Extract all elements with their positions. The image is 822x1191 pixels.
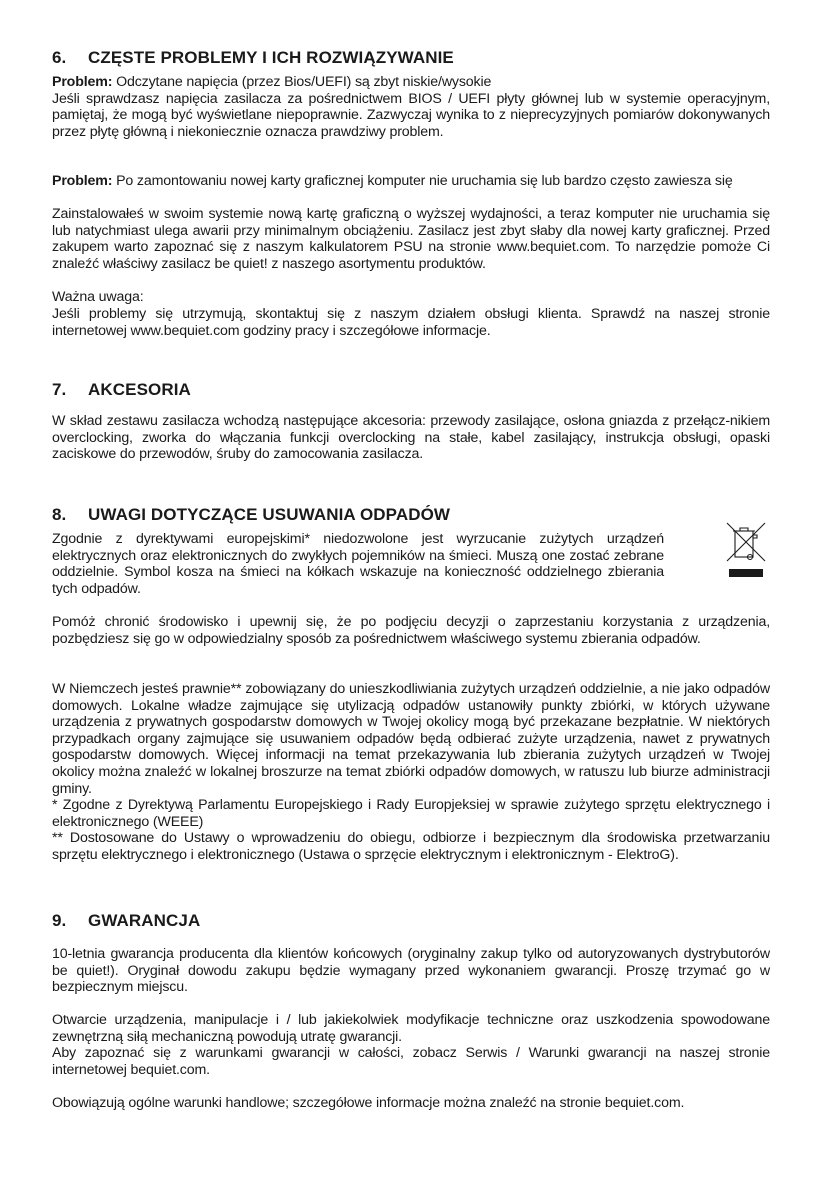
section-8-heading — [52, 505, 450, 525]
problem-1-body: Jeśli sprawdzasz napięcia zasilacza za pośrednictwem BIOS / UEFI płyty głównej lub w systemie operacyjnym, pamiętaj, że mogą być wyświetlane niepoprawnie. Zazwyczaj wynika to z nieprecyzyjnych pomiarów dokonywanych przez płytę główną i niekoniecznie oznacza prawdziwy problem. — [52, 90, 770, 140]
section-title: AKCESORIA — [88, 380, 191, 399]
section-title: UWAGI DOTYCZĄCE USUWANIA ODPADÓW — [88, 505, 451, 524]
warranty-para-4: Obowiązują ogólne warunki handlowe; szczegółowe informacje można znaleźć na stronie bequiet.com. — [52, 1095, 685, 1111]
accessories-body: W skład zestawu zasilacza wchodzą następujące akcesoria: przewody zasilające, osłona gniazda z przełącz-nikiem overclocking, zworka do włączania funkcji overclocking na stałe, kabel zasilający, instrukcja obsługi, opaski zaciskowe do przewodów, śruby do zamocowania zasilacza. — [52, 413, 770, 463]
problem-2-title: Problem: Po zamontowaniu nowej karty graficznej komputer nie uruchamia się lub bardzo często zawiesza się — [52, 173, 733, 189]
problem-label: Problem: — [52, 74, 113, 90]
crossed-out-wheelie-bin-icon — [726, 522, 766, 582]
section-title: GWARANCJA — [88, 911, 201, 930]
section-title: CZĘSTE PROBLEMY I ICH ROZWIĄZYWANIE — [88, 48, 454, 67]
problem-2-body: Zainstalowałeś w swoim systemie nową kartę graficzną o wyższej wydajności, a teraz komputer nie uruchamia się lub natychmiast ulega awarii przy minimalnym obciążeniu. Zasilacz jest zbyt słaby dla nowej karty graficznej. Przed zakupem warto zapoznać się z naszym kalkulatorem PSU na stronie www.bequiet.com. To narzędzie pomoże Ci znaleźć właściwy zasilacz be quiet! z naszego asortymentu produktów. — [52, 206, 770, 272]
warranty-para-1: 10-letnia gwarancja producenta dla klientów końcowych (oryginalny zakup tylko od autoryzowanych dystrybutorów be quiet!). Oryginał dowodu zakupu będzie wymagany przed wykonaniem gwarancji. Proszę trzymać go w bezpiecznym miejscu. — [52, 946, 770, 996]
section-number: 7. — [52, 380, 67, 399]
disposal-para-2: Pomóż chronić środowisko i upewnij się, że po podjęciu decyzji o zaprzestaniu korzystania z urządzenia, pozbędziesz się go w odpowiedzialny sposób za pośrednictwem właściwego systemu zbierania odpadów. — [52, 614, 770, 647]
disposal-para-3: W Niemczech jesteś prawnie** zobowiązany do unieszkodliwiania zużytych urządzeń oddzielnie, a nie jako odpadów domowych. Lokalne władze zajmujące się utylizacją odpadów ustanowiły punkty zbiórki, w których używane urządzenia z prywatnych gospodarstw domowych w Twojej okolicy mogą być przekazane bezpłatnie. W niektórych przypadkach organy zajmujące się usuwaniem odpadów będą odbierać zużyte urządzenia, nawet z prywatnych gospodarstw domowych. Więcej informacji na temat przekazywania lub zbierania zużytych urządzeń w Twojej okolicy można znaleźć w lokalnej broszurze na temat zbiórki odpadów domowych, w ratuszu lub biurze administracji gminy. — [52, 681, 770, 797]
section-number: 6. — [52, 48, 67, 67]
important-note-body: Jeśli problemy się utrzymują, skontaktuj się z naszym działem obsługi klienta. Sprawdź na naszej stronie internetowej www.bequiet.com godziny pracy i szczegółowe informacje. — [52, 306, 770, 339]
important-note-label: Ważna uwaga: — [52, 289, 144, 305]
section-9-heading — [52, 911, 200, 931]
warranty-para-3: Aby zapoznać się z warunkami gwarancji w całości, zobacz Serwis / Warunki gwarancji na naszej stronie internetowej bequiet.com. — [52, 1045, 770, 1078]
section-7-heading — [52, 380, 191, 400]
section-number: 9. — [52, 911, 67, 930]
problem-label: Problem: — [52, 173, 113, 189]
footnote-2: ** Dostosowane do Ustawy o wprowadzeniu do obiegu, odbiorze i bezpiecznym dla środowiska przetwarzaniu sprzętu elektrycznego i elektronicznego (Ustawa o sprzęcie elektrycznym i elektronicznym - ElektroG). — [52, 830, 770, 863]
section-6-heading — [52, 48, 454, 68]
warranty-para-2: Otwarcie urządzenia, manipulacje i / lub jakiekolwiek modyfikacje techniczne oraz uszkodzenia spowodowane zewnętrzną siłą mechaniczną powodują utratę gwarancji. — [52, 1012, 770, 1045]
footnote-1: * Zgodne z Dyrektywą Parlamentu Europejskiego i Rady Europjeksiej w sprawie zużytego sprzętu elektrycznego i elektronicznego (WEEE) — [52, 797, 770, 830]
section-number: 8. — [52, 505, 67, 524]
problem-1-title: Problem: Odczytane napięcia (przez Bios/UEFI) są zbyt niskie/wysokie — [52, 74, 492, 90]
disposal-para-1: Zgodnie z dyrektywami europejskimi* niedozwolone jest wyrzucanie zużytych urządzeń elektrycznych oraz elektronicznych do zwykłych pojemników na śmieci. Muszą one zostać zebrane oddzielnie. Symbol kosza na śmieci na kółkach wskazuje na konieczność oddzielnego zbierania tych odpadów. — [52, 531, 664, 597]
